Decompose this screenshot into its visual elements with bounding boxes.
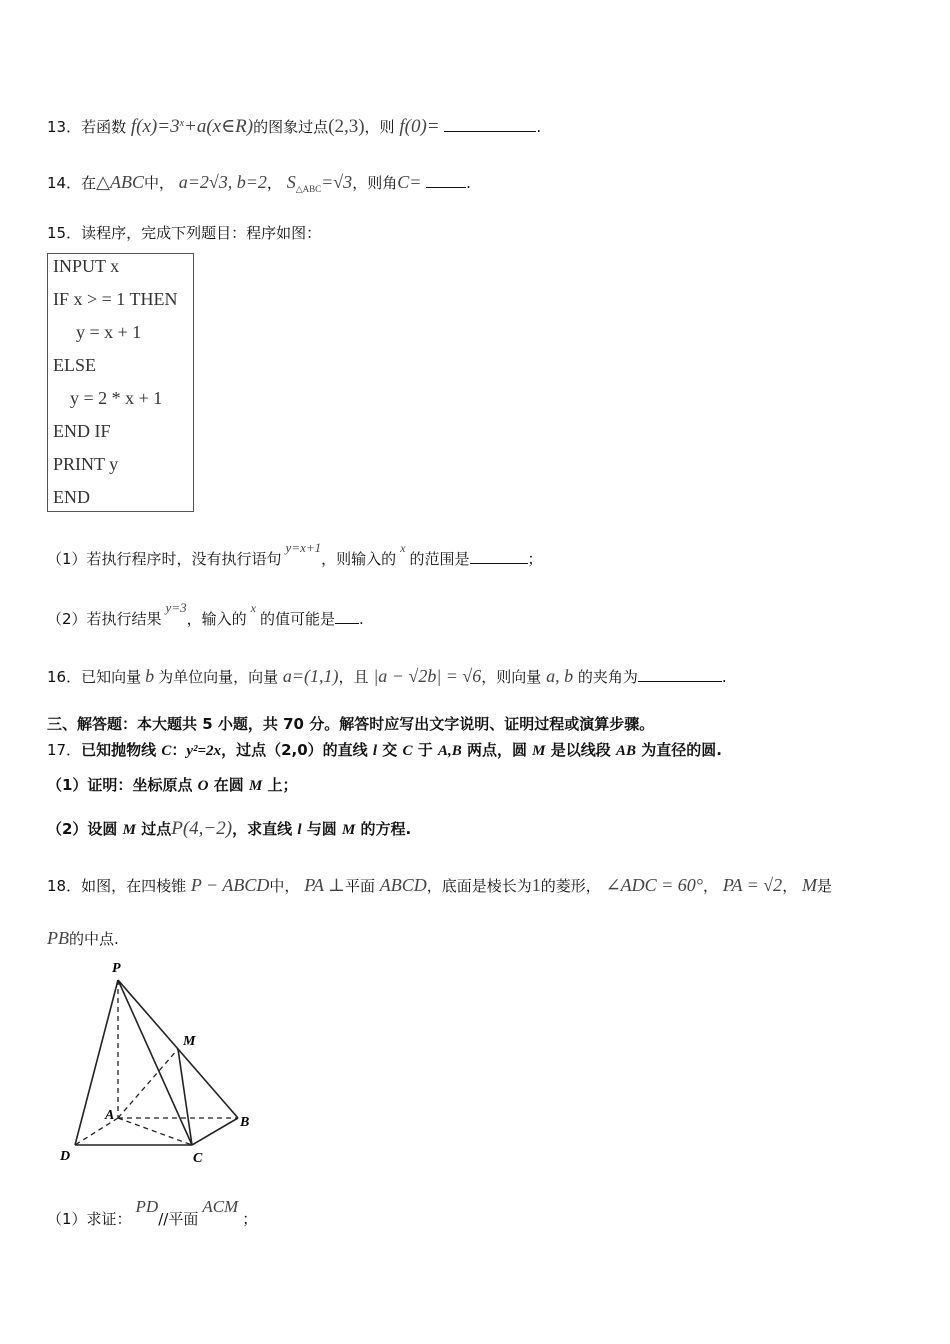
code-line: END IF xyxy=(53,421,111,441)
code-line: END xyxy=(53,487,90,507)
q18-line1: 18．如图，在四棱锥 P − ABCD中， PA ⊥平面 ABCD，底面是棱长为1的菱形， ∠ADC = 60°， PA = √2， M是 xyxy=(47,875,832,895)
q18-part1: （1）求证：PD//平面ACM； xyxy=(47,1197,258,1228)
q17-line: 17．已知抛物线 C：y²=2x，过点（2,0）的直线 l 交 C 于 A,B 两点，圆 M 是以线段 AB 为直径的圆. xyxy=(47,741,722,759)
code-line: y = 2 * x + 1 xyxy=(70,388,163,408)
answer-blank[interactable] xyxy=(470,562,528,564)
label-C: C xyxy=(193,1151,203,1166)
code-line: y = x + 1 xyxy=(76,322,142,342)
pyramid-figure xyxy=(50,955,270,1170)
q18-line2: PB的中点. xyxy=(47,928,119,948)
code-line: PRINT y xyxy=(53,454,119,474)
label-M: M xyxy=(183,1034,196,1049)
label-D: D xyxy=(60,1149,71,1164)
answer-blank[interactable] xyxy=(638,680,722,682)
section-heading: 三、解答题：本大题共 5 小题，共 70 分。解答时应写出文字说明、证明过程或演算步骤。 xyxy=(47,715,655,733)
q14-line: 14．在△ABC中， a=2√3, b=2， $S_{\triangle ABC}=√3$，则角C= . xyxy=(47,172,471,194)
program-code-box xyxy=(47,253,194,512)
edge-CB xyxy=(192,1118,238,1145)
answer-blank[interactable] xyxy=(335,622,359,624)
code-line: ELSE xyxy=(53,355,96,375)
q15-title: 15．读程序，完成下列题目：程序如图： xyxy=(47,224,322,242)
label-P: P xyxy=(112,961,121,976)
code-line: INPUT x xyxy=(53,256,120,276)
label-A: A xyxy=(105,1108,115,1123)
q16-line: 16．已知向量 b 为单位向量，向量 a=(1,1)，且 |a − √2b| = √6，则向量 a, b 的夹角为 . xyxy=(47,666,727,686)
answer-blank[interactable] xyxy=(444,130,536,132)
q15-part2: （2）若执行结果y=3，输入的$^x$的值可能是 . xyxy=(47,600,364,628)
q17-part2: （2）设圆 M 过点P(4,−2)，求直线 l 与圆 M 的方程. xyxy=(47,818,412,839)
answer-blank[interactable] xyxy=(426,186,466,188)
label-B: B xyxy=(240,1115,250,1130)
q13-line: 13．若函数 $f(x)=3^x+a(x\in R)$的图象过点(2,3)，则 f(0)= . xyxy=(47,116,542,137)
q17-part1: （1）证明：坐标原点 O 在圆 M 上； xyxy=(47,776,298,794)
edge-PC xyxy=(118,980,192,1145)
edge-AM xyxy=(118,1049,178,1118)
code-line: IF x > = 1 THEN xyxy=(53,289,178,309)
q15-part1: （1）若执行程序时，没有执行语句y=x+1，则输入的$^x$的范围是 ； xyxy=(47,540,543,568)
